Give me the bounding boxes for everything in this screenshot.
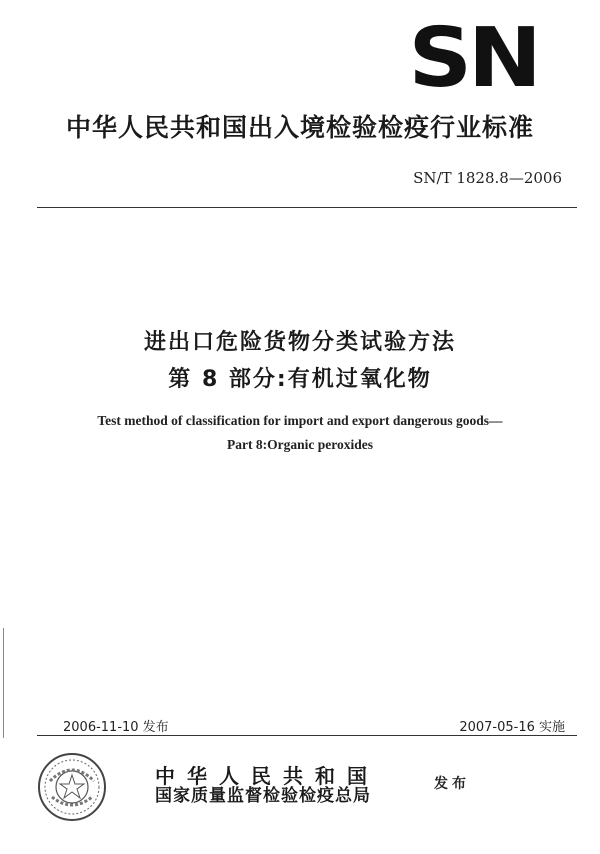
issuer-line-1: 中华人民共和国 [155, 764, 379, 788]
publish-label: 发布 [434, 776, 470, 792]
top-divider [37, 207, 577, 208]
issuer-line-2: 国家质量监督检验检疫总局 [155, 786, 371, 806]
english-title-line-1: Test method of classification for import and export dangerous goods— [97, 413, 503, 428]
issue-date: 2006-11-10 发布 [63, 720, 169, 735]
sn-logo: SN [408, 11, 538, 106]
standard-category-title: 中华人民共和国出入境检验检疫行业标准 [65, 113, 534, 142]
implementation-date: 2007-05-16 实施 [459, 720, 565, 735]
standard-number: SN/T 1828.8—2006 [413, 169, 562, 187]
bottom-divider [37, 735, 577, 736]
english-title-line-2: Part 8:Organic peroxides [227, 437, 373, 452]
chinese-title-line-1: 进出口危险货物分类试验方法 [143, 330, 456, 355]
chinese-title-line-2: 第 8 部分:有机过氧化物 [168, 367, 432, 392]
scan-edge-line [3, 628, 4, 738]
official-seal-icon [36, 751, 108, 823]
